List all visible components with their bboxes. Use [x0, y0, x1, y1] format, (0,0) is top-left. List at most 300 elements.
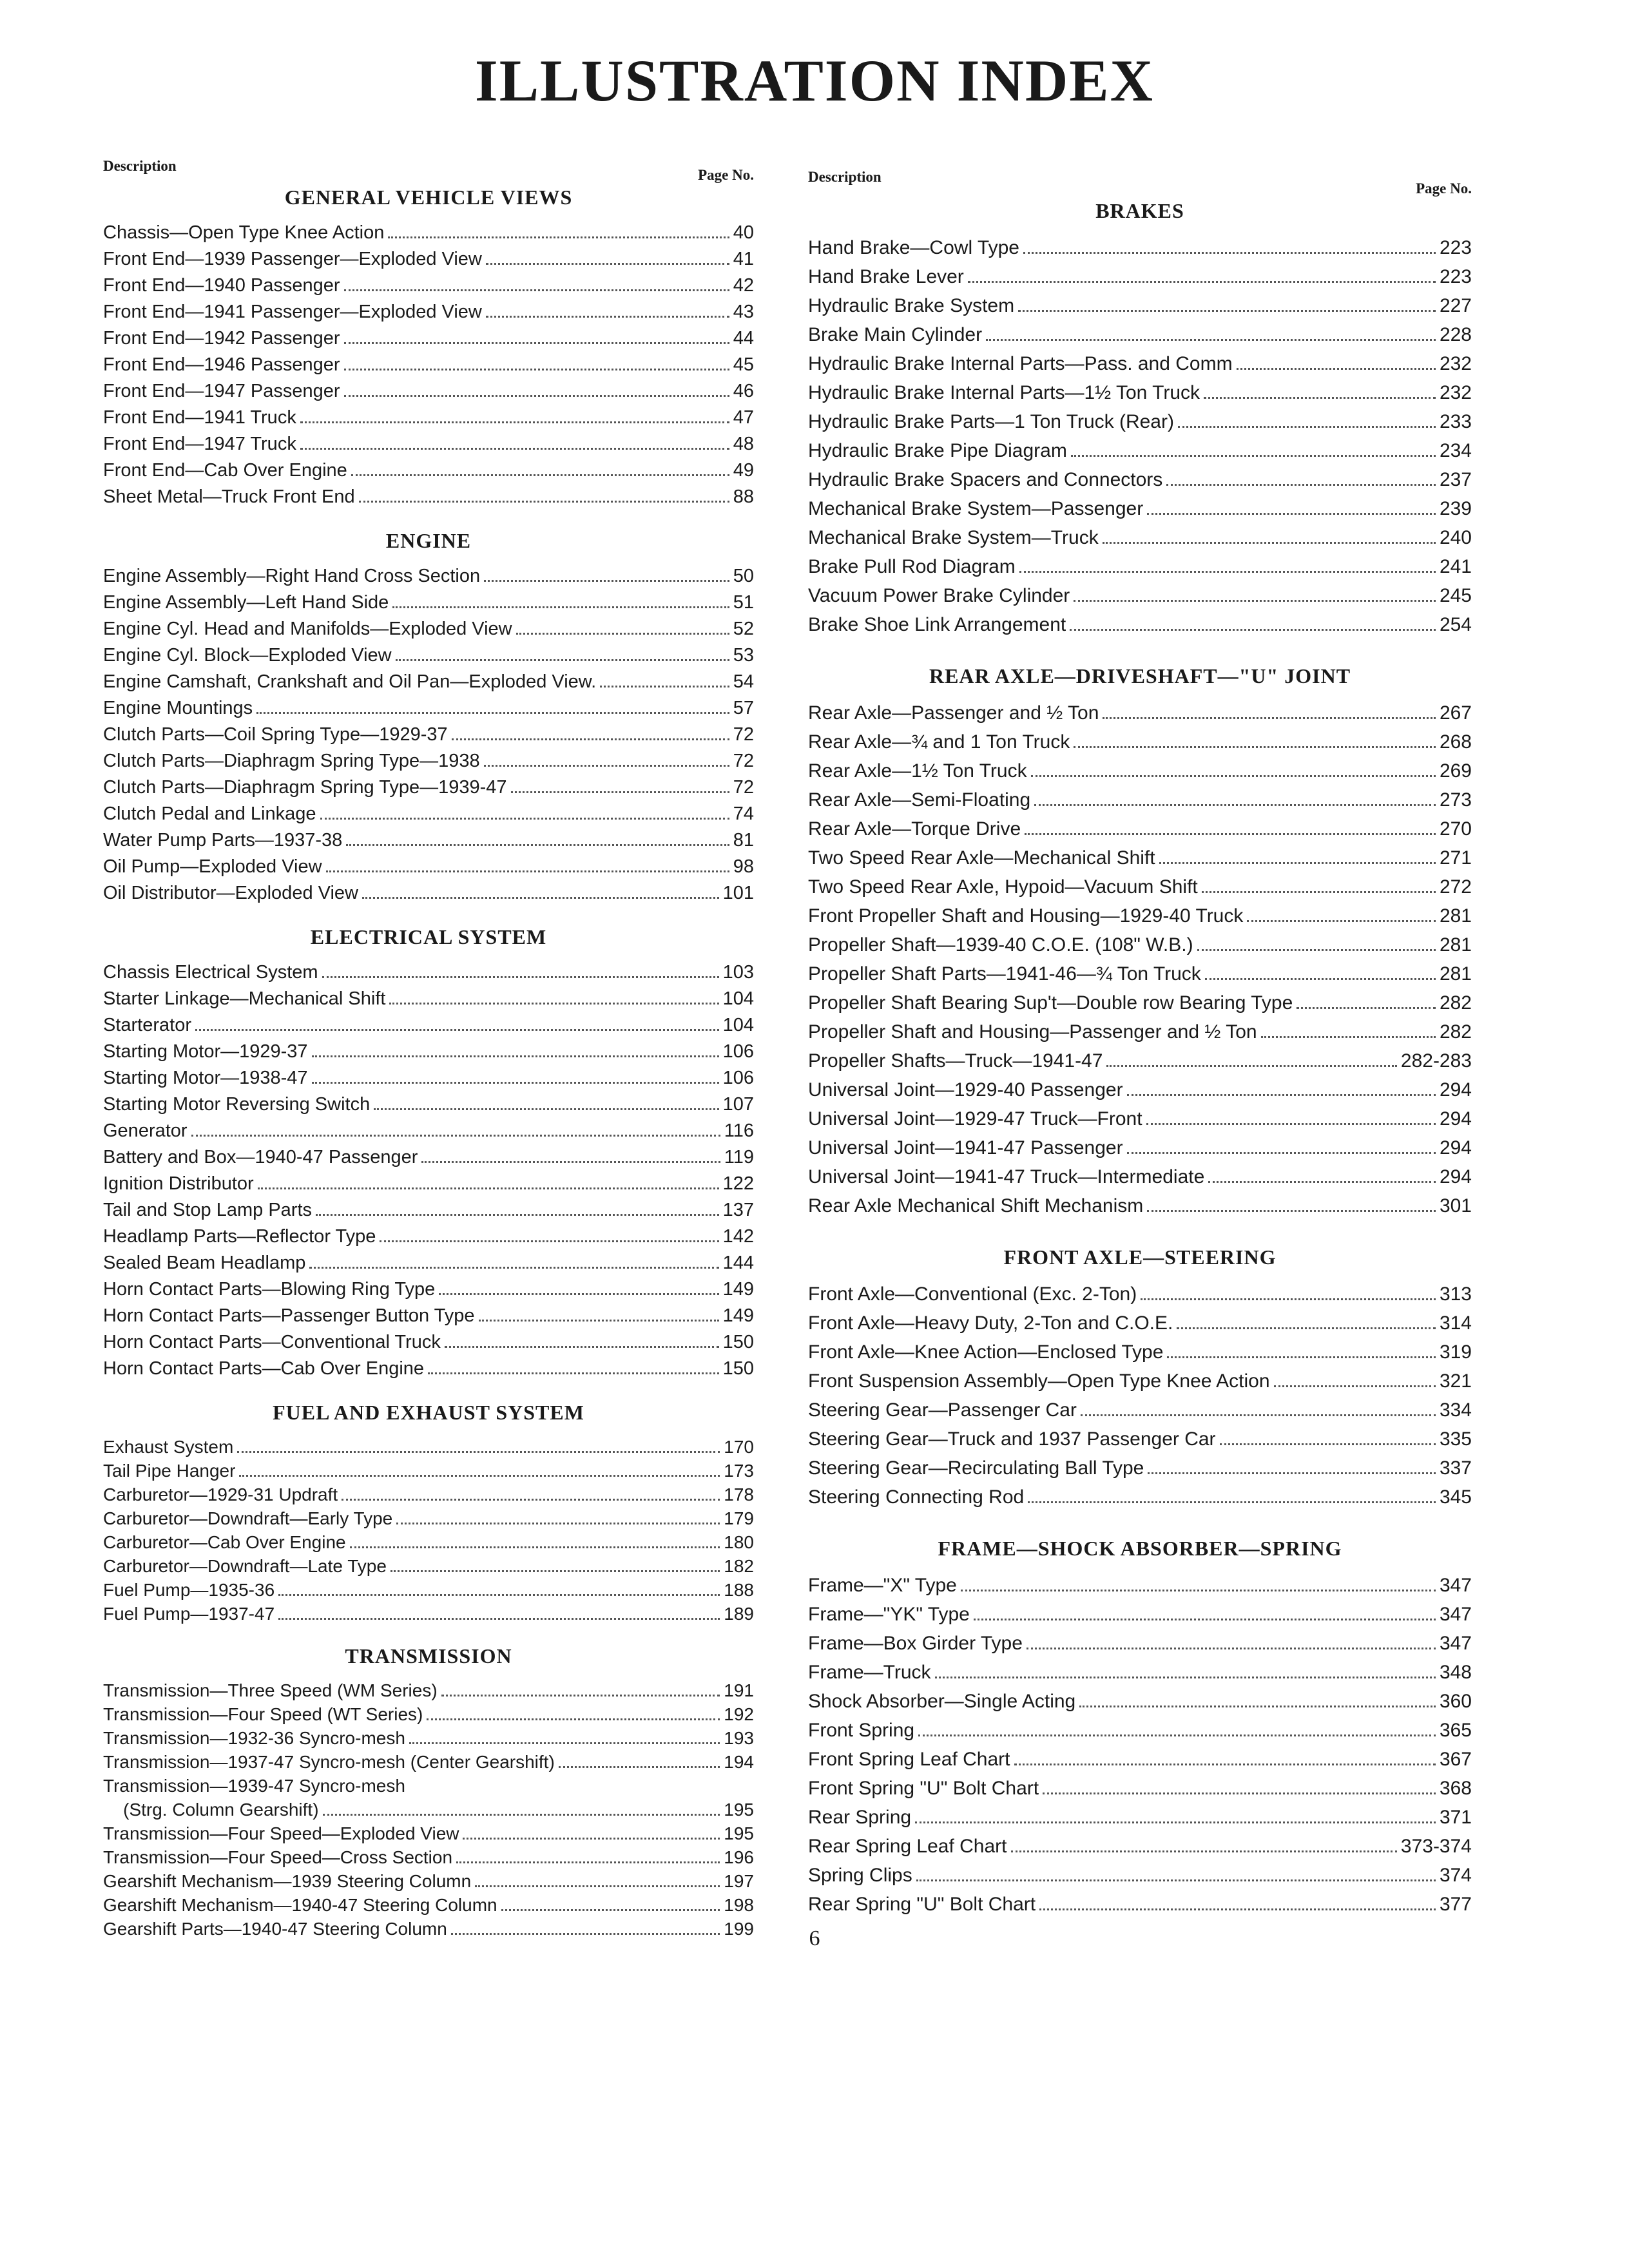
- entry-description: Hand Brake Lever: [808, 266, 964, 287]
- entry-description: Front Propeller Shaft and Housing—1929-40 Truck: [808, 905, 1244, 927]
- index-entry: [103, 1530, 754, 1554]
- entry-description: Clutch Parts—Coil Spring Type—1929-37: [103, 724, 448, 745]
- entry-description: Front End—1940 Passenger: [103, 275, 340, 296]
- entry-page-number: 52: [733, 619, 754, 639]
- dot-leader: [389, 1003, 718, 1004]
- index-entry: [103, 590, 754, 616]
- entry-page-number: 40: [733, 222, 754, 243]
- entry-page-number: 254: [1439, 614, 1472, 635]
- dot-leader: [388, 236, 729, 238]
- entry-page-number: 72: [733, 724, 754, 745]
- entry-description: Shock Absorber—Single Acting: [808, 1691, 1076, 1712]
- index-entry: [808, 959, 1472, 988]
- entry-page-number: 269: [1439, 760, 1472, 782]
- section-title-rear-axle-driveshaft-u-joint: REAR AXLE—DRIVESHAFT—"U" JOINT: [929, 664, 1351, 687]
- entry-page-number: 98: [733, 856, 754, 877]
- index-entry: [808, 262, 1472, 291]
- entry-page-number: 282: [1439, 992, 1472, 1014]
- index-entry: [103, 1224, 754, 1250]
- index-entry: [808, 1367, 1472, 1396]
- entry-description: Chassis Electrical System: [103, 962, 318, 983]
- dot-leader: [1079, 1706, 1436, 1707]
- entry-description: Steering Connecting Rod: [808, 1486, 1025, 1508]
- dot-leader: [322, 976, 719, 978]
- dot-leader: [1141, 1298, 1436, 1300]
- dot-leader: [484, 580, 729, 582]
- entry-description: Tail Pipe Hanger: [103, 1461, 236, 1481]
- index-entry: [808, 436, 1472, 465]
- index-entry: [808, 291, 1472, 320]
- entry-description: Generator: [103, 1120, 188, 1141]
- index-entry: [103, 1065, 754, 1091]
- index-entry: [808, 988, 1472, 1017]
- index-entry: [103, 1459, 754, 1483]
- dot-leader: [1274, 1385, 1436, 1387]
- dot-leader: [1014, 1763, 1436, 1765]
- dot-leader: [195, 1029, 719, 1031]
- entry-description: Starter Linkage—Mechanical Shift: [103, 988, 386, 1009]
- entry-page-number: 360: [1439, 1691, 1472, 1712]
- dot-leader: [237, 1451, 720, 1453]
- index-entry: [808, 1046, 1472, 1075]
- entry-description: Propeller Shaft Parts—1941-46—¾ Ton Truck: [808, 963, 1201, 985]
- entry-description: Brake Main Cylinder: [808, 324, 983, 345]
- entry-page-number: 192: [724, 1704, 754, 1724]
- dot-leader: [1025, 833, 1436, 835]
- entry-page-number: 116: [724, 1120, 754, 1141]
- entry-page-number: 72: [733, 751, 754, 771]
- dot-leader: [1039, 1908, 1436, 1910]
- entry-page-number: 314: [1439, 1312, 1472, 1334]
- entry-description: Transmission—1939-47 Syncro-mesh: [103, 1776, 405, 1796]
- section-title-electrical-system: ELECTRICAL SYSTEM: [310, 925, 547, 948]
- entry-description: Steering Gear—Truck and 1937 Passenger Car: [808, 1428, 1216, 1450]
- dot-leader: [1071, 455, 1436, 457]
- entry-page-number: 223: [1439, 237, 1472, 258]
- entry-description: Front End—1946 Passenger: [103, 354, 340, 375]
- dot-leader: [323, 1814, 720, 1816]
- entry-page-number: 54: [733, 671, 754, 692]
- entry-description: Battery and Box—1940-47 Passenger: [103, 1147, 418, 1168]
- dot-leader: [463, 1838, 720, 1840]
- description-header: Description: [103, 158, 177, 174]
- entry-description: Clutch Parts—Diaphragm Spring Type—1938: [103, 751, 480, 771]
- dot-leader: [1011, 1850, 1397, 1852]
- index-entry: [808, 1133, 1472, 1162]
- index-entry: [103, 801, 754, 827]
- entry-page-number: 281: [1439, 963, 1472, 985]
- dot-leader: [1197, 949, 1436, 951]
- dot-leader: [278, 1618, 720, 1620]
- index-entry: [103, 1197, 754, 1224]
- index-entry: [808, 581, 1472, 610]
- index-entry: [103, 352, 754, 378]
- entry-description: Transmission—Four Speed—Cross Section: [103, 1847, 453, 1867]
- page-no-header: Page No.: [698, 167, 754, 183]
- dot-leader: [344, 369, 729, 370]
- index-entry: [103, 220, 754, 246]
- entry-page-number: 188: [724, 1580, 754, 1600]
- entry-page-number: 195: [724, 1823, 754, 1843]
- entry-page-number: 273: [1439, 789, 1472, 811]
- page-no-header: Page No.: [1416, 180, 1472, 197]
- entry-page-number: 301: [1439, 1195, 1472, 1216]
- right-column: [808, 169, 1472, 1919]
- entry-description: Gearshift Parts—1940-47 Steering Column: [103, 1919, 447, 1939]
- index-entry: [103, 431, 754, 457]
- entry-description: Oil Pump—Exploded View: [103, 856, 322, 877]
- index-entry: [103, 1845, 754, 1869]
- entry-page-number: 197: [724, 1871, 754, 1891]
- entry-description: Front Spring: [808, 1720, 915, 1741]
- index-entry: [103, 616, 754, 642]
- entry-description: Rear Axle—Semi-Floating: [808, 789, 1031, 811]
- entry-description: Universal Joint—1941-47 Passenger: [808, 1137, 1123, 1158]
- dot-leader: [1043, 1792, 1436, 1794]
- index-entry: [103, 1012, 754, 1039]
- entry-page-number: 43: [733, 302, 754, 322]
- entry-description: Rear Axle—1½ Ton Truck: [808, 760, 1027, 782]
- entry-page-number: 270: [1439, 818, 1472, 840]
- index-entry: [808, 1658, 1472, 1687]
- index-entry: [103, 1091, 754, 1118]
- entry-description: Transmission—Four Speed—Exploded View: [103, 1823, 459, 1843]
- dot-leader: [350, 1546, 720, 1548]
- dot-leader: [1034, 804, 1436, 806]
- entry-description: Engine Cyl. Block—Exploded View: [103, 645, 392, 666]
- index-entry: [103, 722, 754, 748]
- index-entry: [103, 1329, 754, 1356]
- index-entry: [808, 785, 1472, 814]
- entry-page-number: 53: [733, 645, 754, 666]
- dot-leader: [1247, 920, 1436, 922]
- dot-leader: [1018, 310, 1436, 312]
- index-entry: [103, 1554, 754, 1578]
- dot-leader: [475, 1885, 720, 1887]
- entry-page-number: 347: [1439, 1575, 1472, 1596]
- dot-leader: [309, 1267, 718, 1269]
- dot-leader: [916, 1879, 1436, 1881]
- entry-description: Chassis—Open Type Knee Action: [103, 222, 385, 243]
- dot-leader: [1178, 426, 1436, 428]
- index-entry: [808, 1687, 1472, 1716]
- section-title-brakes: BRAKES: [1095, 199, 1184, 222]
- entry-page-number: 137: [722, 1200, 754, 1220]
- index-entry: [103, 246, 754, 273]
- entry-description: Ignition Distributor: [103, 1173, 254, 1194]
- dot-leader: [961, 1590, 1436, 1591]
- index-entry: [808, 407, 1472, 436]
- entry-page-number: 294: [1439, 1166, 1472, 1187]
- entry-page-number: 377: [1439, 1894, 1472, 1915]
- dot-leader: [258, 1187, 719, 1189]
- entry-page-number: 47: [733, 407, 754, 428]
- dot-leader: [342, 1499, 720, 1501]
- entry-page-number: 268: [1439, 731, 1472, 753]
- left-column: [103, 158, 754, 1941]
- entry-page-number: 271: [1439, 847, 1472, 869]
- entry-page-number: 267: [1439, 702, 1472, 724]
- index-entry: [808, 756, 1472, 785]
- dot-leader: [1167, 1356, 1436, 1358]
- dot-leader: [1103, 717, 1436, 719]
- dot-leader: [516, 633, 729, 635]
- dot-leader: [484, 765, 729, 767]
- entry-page-number: 88: [733, 486, 754, 507]
- index-entry: [808, 1774, 1472, 1803]
- entry-page-number: 149: [722, 1279, 754, 1300]
- entry-page-number: 228: [1439, 324, 1472, 345]
- dot-leader: [362, 897, 719, 899]
- entry-page-number: 319: [1439, 1341, 1472, 1363]
- dot-leader: [445, 1346, 719, 1348]
- entry-description: Tail and Stop Lamp Parts: [103, 1200, 313, 1220]
- dot-leader: [374, 1108, 718, 1110]
- dot-leader: [600, 686, 729, 687]
- entry-page-number: 347: [1439, 1633, 1472, 1654]
- dot-leader: [312, 1082, 719, 1084]
- dot-leader: [380, 1240, 718, 1242]
- entry-description: Hydraulic Brake Parts—1 Ton Truck (Rear): [808, 411, 1174, 432]
- index-entry: [103, 1578, 754, 1602]
- dot-leader: [915, 1821, 1436, 1823]
- entry-page-number: 294: [1439, 1079, 1472, 1100]
- dot-leader: [344, 395, 729, 397]
- dot-leader: [1127, 1094, 1436, 1096]
- dot-leader: [320, 818, 729, 820]
- index-entry: [808, 378, 1472, 407]
- section-title-engine: ENGINE: [385, 529, 472, 552]
- entry-page-number: 195: [724, 1800, 754, 1820]
- entry-page-number: 371: [1439, 1807, 1472, 1828]
- entry-page-number: 45: [733, 354, 754, 375]
- entry-description: Frame—Box Girder Type: [808, 1633, 1023, 1654]
- index-entry: [808, 1629, 1472, 1658]
- entry-page-number: 144: [722, 1253, 754, 1273]
- dot-leader: [427, 1718, 720, 1720]
- index-entry: [103, 1602, 754, 1626]
- entry-description: Carburetor—Cab Over Engine: [103, 1532, 346, 1552]
- entry-description: Sheet Metal—Truck Front End: [103, 486, 355, 507]
- section-title-fuel-and-exhaust-system: FUEL AND EXHAUST SYSTEM: [273, 1401, 584, 1424]
- index-entry: [808, 233, 1472, 262]
- dot-leader: [344, 342, 729, 344]
- index-entry: [808, 1075, 1472, 1104]
- entry-description: Hydraulic Brake Pipe Diagram: [808, 440, 1067, 461]
- index-entry: [808, 1396, 1472, 1425]
- entry-description: Horn Contact Parts—Passenger Button Type: [103, 1305, 475, 1326]
- entry-page-number: 44: [733, 328, 754, 349]
- entry-description: Hydraulic Brake System: [808, 295, 1015, 316]
- dot-leader: [1166, 484, 1436, 486]
- entry-description: Horn Contact Parts—Conventional Truck: [103, 1332, 441, 1352]
- index-entry: [808, 901, 1472, 930]
- entry-page-number: 104: [722, 988, 754, 1009]
- index-entry: [103, 1821, 754, 1845]
- entry-description: Transmission—Four Speed (WT Series): [103, 1704, 423, 1724]
- index-entry: [103, 642, 754, 669]
- dot-leader: [486, 263, 729, 265]
- entry-page-number: 294: [1439, 1108, 1472, 1129]
- entry-description: Two Speed Rear Axle, Hypoid—Vacuum Shift: [808, 876, 1198, 898]
- dot-leader: [396, 1523, 720, 1524]
- entry-page-number: 81: [733, 830, 754, 850]
- entry-description: Front End—1939 Passenger—Exploded View: [103, 249, 482, 269]
- index-entry: [808, 1280, 1472, 1309]
- index-entry: [103, 1869, 754, 1893]
- entry-page-number: 42: [733, 275, 754, 296]
- entry-description: Universal Joint—1941-47 Truck—Intermediate: [808, 1166, 1205, 1187]
- entry-description: Engine Mountings: [103, 698, 253, 718]
- index-entry: [103, 299, 754, 325]
- entry-page-number: 191: [724, 1680, 754, 1700]
- dot-leader: [1146, 1123, 1436, 1125]
- index-entry: [103, 986, 754, 1012]
- index-entry: [103, 827, 754, 854]
- entry-description: Frame—Truck: [808, 1662, 931, 1683]
- entry-page-number: 237: [1439, 469, 1472, 490]
- dot-leader: [1237, 368, 1436, 370]
- entry-description: Mechanical Brake System—Truck: [808, 527, 1099, 548]
- entry-page-number: 173: [724, 1461, 754, 1481]
- entry-description: Frame—"YK" Type: [808, 1604, 970, 1625]
- dot-leader: [421, 1161, 720, 1163]
- entry-description: Exhaust System: [103, 1437, 234, 1457]
- dot-leader: [511, 791, 729, 793]
- index-entry: [808, 1162, 1472, 1191]
- entry-page-number: 335: [1439, 1428, 1472, 1450]
- dot-leader: [501, 1909, 720, 1911]
- entry-page-number: 233: [1439, 411, 1472, 432]
- entry-page-number: 57: [733, 698, 754, 718]
- entry-page-number: 294: [1439, 1137, 1472, 1158]
- dot-leader: [1074, 746, 1436, 748]
- entry-description: Transmission—1937-47 Syncro-mesh (Center Gearshift): [103, 1752, 555, 1772]
- entry-description: Transmission—1932-36 Syncro-mesh: [103, 1728, 405, 1748]
- dot-leader: [300, 421, 729, 423]
- index-entry: [103, 1726, 754, 1750]
- dot-leader: [392, 606, 729, 608]
- dot-leader: [1031, 775, 1436, 777]
- entry-page-number: 50: [733, 566, 754, 586]
- entry-description: Hand Brake—Cowl Type: [808, 237, 1019, 258]
- section-title-transmission: TRANSMISSION: [345, 1644, 512, 1667]
- dot-leader: [559, 1766, 720, 1768]
- entry-description: Hydraulic Brake Internal Parts—Pass. and Comm: [808, 353, 1233, 374]
- index-entry: [808, 1803, 1472, 1832]
- index-entry: [808, 494, 1472, 523]
- entry-description: Steering Gear—Passenger Car: [808, 1399, 1077, 1421]
- dot-leader: [1147, 513, 1436, 515]
- index-entry: [808, 1716, 1472, 1745]
- entry-description: Carburetor—Downdraft—Early Type: [103, 1508, 393, 1528]
- entry-page-number: 374: [1439, 1865, 1472, 1886]
- index-entry: [103, 484, 754, 510]
- entry-page-number: 347: [1439, 1604, 1472, 1625]
- entry-description: Propeller Shaft and Housing—Passenger and ½ Ton: [808, 1021, 1257, 1043]
- entry-page-number: 367: [1439, 1749, 1472, 1770]
- entry-page-number: 232: [1439, 353, 1472, 374]
- entry-description: Carburetor—1929-31 Updraft: [103, 1485, 338, 1504]
- entry-page-number: 234: [1439, 440, 1472, 461]
- entry-description: Rear Axle Mechanical Shift Mechanism: [808, 1195, 1144, 1216]
- dot-leader: [1028, 1501, 1436, 1503]
- dot-leader: [1296, 1007, 1436, 1009]
- index-entry: [808, 552, 1472, 581]
- entry-page-number: 334: [1439, 1399, 1472, 1421]
- dot-leader: [1202, 891, 1436, 893]
- entry-page-number: 46: [733, 381, 754, 401]
- entry-description: Front End—1942 Passenger: [103, 328, 340, 349]
- index-entry: [808, 1483, 1472, 1512]
- entry-description: Engine Assembly—Left Hand Side: [103, 592, 389, 613]
- entry-description: Propeller Shaft Bearing Sup't—Double row Bearing Type: [808, 992, 1293, 1014]
- entry-page-number: 313: [1439, 1283, 1472, 1305]
- entry-page-number: 232: [1439, 382, 1472, 403]
- entry-page-number: 41: [733, 249, 754, 269]
- entry-description: Front Axle—Conventional (Exc. 2-Ton): [808, 1283, 1137, 1305]
- entry-page-number: 178: [724, 1485, 754, 1504]
- entry-page-number: 227: [1439, 295, 1472, 316]
- index-entry: [103, 959, 754, 986]
- entry-description: Two Speed Rear Axle—Mechanical Shift: [808, 847, 1155, 869]
- index-entry: [103, 1276, 754, 1303]
- entry-page-number: 223: [1439, 266, 1472, 287]
- dot-leader: [986, 339, 1436, 341]
- dot-leader: [935, 1677, 1436, 1678]
- entry-page-number: 150: [722, 1332, 754, 1352]
- entry-description: Universal Joint—1929-40 Passenger: [808, 1079, 1123, 1100]
- entry-page-number: 142: [722, 1226, 754, 1247]
- index-entry: [103, 1039, 754, 1065]
- column-header: [808, 169, 1472, 197]
- entry-description: Front Suspension Assembly—Open Type Knee Action: [808, 1370, 1270, 1392]
- dot-leader: [1220, 1443, 1436, 1445]
- entry-page-number: 245: [1439, 585, 1472, 606]
- entry-description: Frame—"X" Type: [808, 1575, 957, 1596]
- index-entry: [103, 1678, 754, 1702]
- entry-description: Hydraulic Brake Internal Parts—1½ Ton Truck: [808, 382, 1200, 403]
- dot-leader: [312, 1055, 719, 1057]
- index-entry: [808, 1832, 1472, 1861]
- entry-description: Engine Camshaft, Crankshaft and Oil Pan—Exploded View.: [103, 671, 597, 692]
- dot-leader: [346, 844, 729, 846]
- dot-leader: [316, 1214, 719, 1216]
- index-entry: [103, 1798, 754, 1821]
- index-entry: [103, 457, 754, 484]
- index-entry: [808, 727, 1472, 756]
- dot-leader: [256, 712, 729, 714]
- dot-leader: [1027, 1648, 1436, 1649]
- dot-leader: [974, 1619, 1436, 1620]
- entry-description: Oil Distributor—Exploded View: [103, 883, 358, 903]
- entry-description: Steering Gear—Recirculating Ball Type: [808, 1457, 1144, 1479]
- index-entry: [103, 774, 754, 801]
- entry-page-number: 239: [1439, 498, 1472, 519]
- dot-leader: [409, 1742, 720, 1744]
- index-entry: [808, 610, 1472, 639]
- index-entry: [808, 1890, 1472, 1919]
- dot-leader: [428, 1372, 719, 1374]
- index-entry: [103, 1435, 754, 1459]
- index-entry: [103, 1118, 754, 1144]
- entry-description: Brake Shoe Link Arrangement: [808, 614, 1066, 635]
- entry-page-number: 104: [722, 1015, 754, 1035]
- entry-description: (Strg. Column Gearshift): [103, 1800, 319, 1820]
- entry-description: Front End—1941 Truck: [103, 407, 296, 428]
- entry-page-number: 170: [724, 1437, 754, 1457]
- index-entry: [103, 1506, 754, 1530]
